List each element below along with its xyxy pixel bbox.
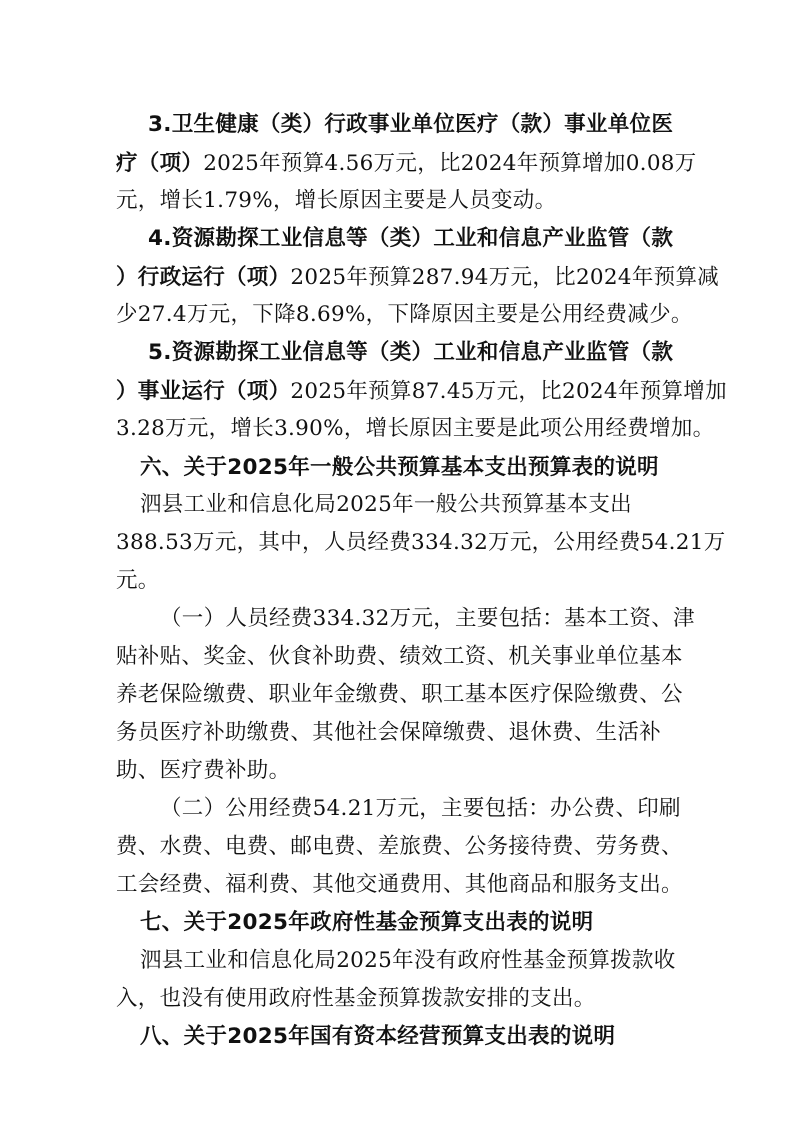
item3-line2: 元，增长1.79%，增长原因主要是人员变动。 (116, 188, 557, 213)
item4-line1 (116, 262, 719, 293)
section6-para-line: 388.53万元，其中，人员经费334.32万元，公用经费54.21万 (116, 530, 726, 555)
section6-sub1-line: 贴补贴、奖金、伙食补助费、绩效工资、机关事业单位基本 (116, 644, 683, 669)
section8-title: 八、关于2025年国有资本经营预算支出表的说明 (140, 1024, 616, 1049)
section7-title: 七、关于2025年政府性基金预算支出表的说明 (140, 910, 594, 935)
item3-heading: 3.卫生健康（类）行政事业单位医疗（款）事业单位医 (148, 112, 674, 137)
section6-para-line: 元。 (116, 568, 160, 593)
item5-line1 (116, 376, 727, 407)
item4-text: 2025年预算287.94万元，比2024年预算减 (290, 265, 720, 290)
item5-heading: 5.资源勘探工业信息等（类）工业和信息产业监管（款 (148, 340, 674, 365)
item3-text: 2025年预算4.56万元，比2024年预算增加0.08万 (203, 151, 697, 176)
item4-heading-cont: ）行政运行（项） (116, 265, 291, 290)
item4-line2: 少27.4万元，下降8.69%，下降原因主要是公用经费减少。 (116, 302, 693, 327)
item3-line1 (116, 148, 697, 179)
section6-sub1-line: 助、医疗费补助。 (116, 758, 291, 783)
item5-heading-cont: ）事业运行（项） (116, 379, 291, 404)
section6-para-line: 泗县工业和信息化局2025年一般公共预算基本支出 (140, 492, 632, 517)
section7-para-line: 入，也没有使用政府性基金预算拨款安排的支出。 (116, 986, 596, 1011)
section7-para-line: 泗县工业和信息化局2025年没有政府性基金预算拨款收 (140, 948, 676, 973)
section6-sub2-line: 工会经费、福利费、其他交通费用、其他商品和服务支出。 (116, 872, 683, 897)
section6-sub2-line: 费、水费、电费、邮电费、差旅费、公务接待费、劳务费、 (116, 834, 683, 859)
section6-sub1-line: 养老保险缴费、职业年金缴费、职工基本医疗保险缴费、公 (116, 682, 683, 707)
item4-heading: 4.资源勘探工业信息等（类）工业和信息产业监管（款 (148, 226, 674, 251)
section6-sub2-line: （二）公用经费54.21万元，主要包括：办公费、印刷 (160, 796, 681, 821)
item3-heading-cont: 疗（项） (116, 151, 204, 176)
item5-line2: 3.28万元，增长3.90%，增长原因主要是此项公用经费增加。 (116, 416, 715, 441)
section6-sub1-line: （一）人员经费334.32万元，主要包括：基本工资、津 (160, 606, 695, 631)
section6-title: 六、关于2025年一般公共预算基本支出预算表的说明 (140, 455, 659, 480)
section6-sub1-line: 务员医疗补助缴费、其他社会保障缴费、退休费、生活补 (116, 720, 662, 745)
item5-text: 2025年预算87.45万元，比2024年预算增加 (290, 379, 727, 404)
